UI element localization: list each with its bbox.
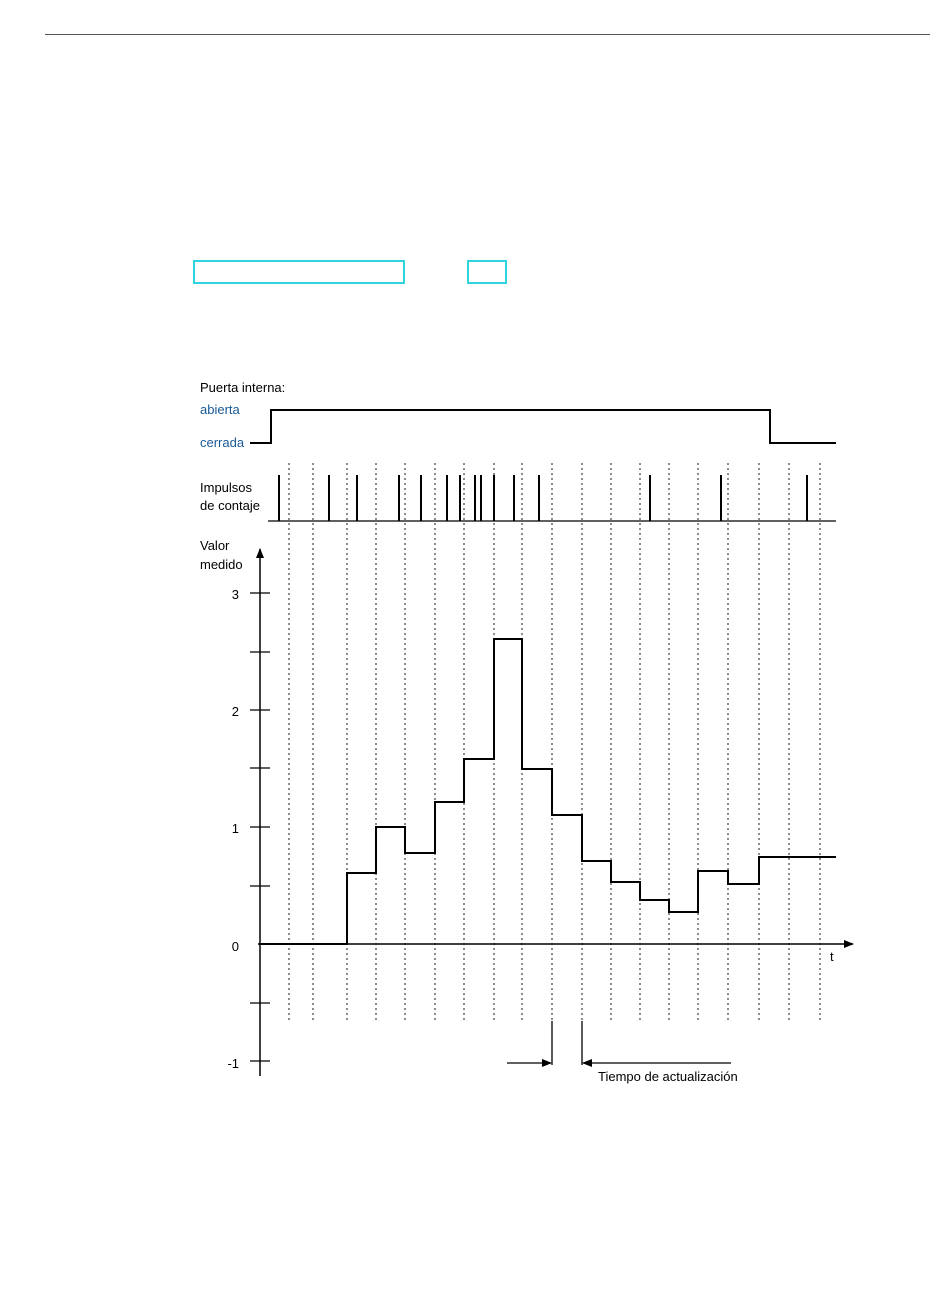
y-tick-1: 1 bbox=[231, 821, 239, 836]
y-tick-0: 0 bbox=[231, 939, 239, 954]
gate-open-label: abierta bbox=[200, 402, 240, 417]
pulses-label-line1: Impulsos bbox=[200, 480, 253, 495]
measured-value-step-curve bbox=[260, 639, 836, 944]
x-axis-label: t bbox=[830, 949, 834, 964]
y-axis-label-line1: Valor bbox=[200, 538, 230, 553]
gate-title: Puerta interna: bbox=[200, 380, 286, 395]
gate-signal bbox=[250, 410, 836, 443]
y-tick-3: 3 bbox=[231, 587, 239, 602]
update-time-label: Tiempo de actualización bbox=[598, 1069, 738, 1084]
y-axis-label-line2: medido bbox=[200, 557, 243, 572]
update-gridlines bbox=[289, 463, 820, 1020]
gate-closed-label: cerrada bbox=[200, 435, 245, 450]
y-tick-2: 2 bbox=[231, 704, 239, 719]
pulses-label-line2: de contaje bbox=[200, 498, 260, 513]
y-tick-minus1: -1 bbox=[227, 1056, 239, 1071]
